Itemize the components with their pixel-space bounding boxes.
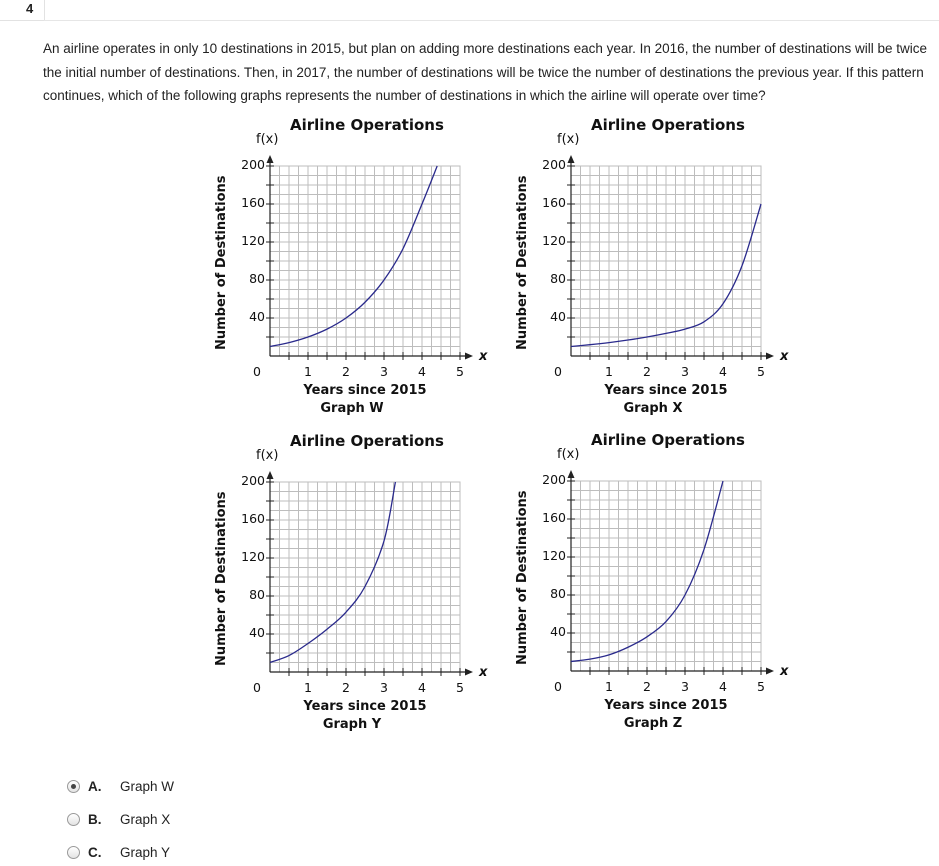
x-axis-variable: x xyxy=(479,349,488,364)
y-tick-label: 200 xyxy=(542,157,566,172)
option-label[interactable]: Graph Y xyxy=(120,845,171,860)
radio-button[interactable] xyxy=(67,846,80,859)
question-number: 4 xyxy=(26,1,34,16)
y-tick-label: 40 xyxy=(249,625,265,640)
option-letter: C. xyxy=(88,845,102,860)
x-tick-label: 3 xyxy=(681,364,689,379)
x-tick-label: 5 xyxy=(456,680,464,695)
y-axis-label: Number of Destinations xyxy=(515,490,530,665)
y-axis-arrow xyxy=(267,155,274,163)
x-axis-variable: x xyxy=(479,665,488,680)
y-tick-label: 200 xyxy=(241,157,265,172)
x-tick-label: 5 xyxy=(456,364,464,379)
y-tick-label: 160 xyxy=(241,511,265,526)
graph-name: Graph Z xyxy=(623,716,683,731)
x-axis-label: Years since 2015 xyxy=(604,698,728,713)
question-text xyxy=(43,37,939,108)
x-tick-label: 5 xyxy=(757,679,765,694)
chart-title: Airline Operations xyxy=(591,116,745,134)
y-tick-label: 160 xyxy=(241,195,265,210)
y-tick-label: 80 xyxy=(550,271,566,286)
y-axis-variable: f(x) xyxy=(256,132,279,147)
radio-button[interactable] xyxy=(67,813,80,826)
y-axis-label: Number of Destinations xyxy=(214,491,229,666)
chart-title: Airline Operations xyxy=(591,431,745,449)
header-divider xyxy=(44,20,939,21)
x-tick-label: 4 xyxy=(418,364,426,379)
y-axis-label: Number of Destinations xyxy=(214,175,229,350)
origin-label: 0 xyxy=(554,364,562,379)
y-tick-label: 160 xyxy=(542,510,566,525)
x-axis-arrow xyxy=(766,668,774,675)
y-tick-label: 200 xyxy=(241,473,265,488)
y-axis-variable: f(x) xyxy=(557,132,580,147)
x-tick-label: 5 xyxy=(757,364,765,379)
y-tick-label: 40 xyxy=(550,309,566,324)
x-axis-variable: x xyxy=(780,664,789,679)
question-line: An airline operates in only 10 destinations in 2015, but plan on adding more destinations each year. In 2016, the number of destinations will be twice xyxy=(43,41,928,56)
radio-button[interactable] xyxy=(67,780,80,793)
y-tick-label: 40 xyxy=(249,309,265,324)
x-tick-label: 2 xyxy=(342,680,350,695)
graph-name: Graph W xyxy=(320,401,384,416)
x-axis-label: Years since 2015 xyxy=(604,383,728,398)
y-axis-variable: f(x) xyxy=(256,448,279,463)
y-tick-label: 160 xyxy=(542,195,566,210)
x-axis-label: Years since 2015 xyxy=(303,699,427,714)
x-tick-label: 3 xyxy=(380,364,388,379)
y-axis-variable: f(x) xyxy=(557,447,580,462)
y-axis-label: Number of Destinations xyxy=(515,175,530,350)
y-tick-label: 40 xyxy=(550,624,566,639)
x-tick-label: 4 xyxy=(719,679,727,694)
y-tick-label: 120 xyxy=(241,549,265,564)
origin-label: 0 xyxy=(253,364,261,379)
x-tick-label: 2 xyxy=(342,364,350,379)
question-number-box xyxy=(0,0,45,21)
y-tick-label: 120 xyxy=(542,548,566,563)
x-tick-label: 3 xyxy=(380,680,388,695)
question-line: the initial number of destinations. Then, in 2017, the number of destinations will be twice the number of destinations the previous year. If this pattern xyxy=(43,64,924,80)
x-axis-arrow xyxy=(465,669,473,676)
x-tick-label: 2 xyxy=(643,364,651,379)
x-axis-arrow xyxy=(766,353,774,360)
x-tick-label: 1 xyxy=(304,680,312,695)
x-axis-variable: x xyxy=(780,349,789,364)
y-tick-label: 80 xyxy=(550,586,566,601)
plot-area xyxy=(250,466,490,686)
origin-label: 0 xyxy=(253,680,261,695)
question-line: continues, which of the following graphs represents the number of destinations in which the airline will operate over time? xyxy=(43,88,766,104)
y-tick-label: 200 xyxy=(542,472,566,487)
y-tick-label: 120 xyxy=(241,233,265,248)
graph-name: Graph Y xyxy=(322,717,382,732)
x-tick-label: 4 xyxy=(418,680,426,695)
x-tick-label: 1 xyxy=(605,679,613,694)
x-axis-arrow xyxy=(465,353,473,360)
chart-title: Airline Operations xyxy=(290,116,444,134)
y-tick-label: 80 xyxy=(249,271,265,286)
y-tick-label: 120 xyxy=(542,233,566,248)
x-tick-label: 1 xyxy=(304,364,312,379)
x-tick-label: 2 xyxy=(643,679,651,694)
x-tick-label: 1 xyxy=(605,364,613,379)
y-axis-arrow xyxy=(568,470,575,478)
option-label[interactable]: Graph X xyxy=(120,812,171,827)
x-axis-label: Years since 2015 xyxy=(303,383,427,398)
graph-name: Graph X xyxy=(623,401,683,416)
chart-title: Airline Operations xyxy=(290,432,444,450)
plot-area xyxy=(551,465,791,685)
y-axis-arrow xyxy=(267,471,274,479)
plot-area xyxy=(551,150,791,370)
x-tick-label: 4 xyxy=(719,364,727,379)
y-tick-label: 80 xyxy=(249,587,265,602)
option-letter: A. xyxy=(88,779,102,794)
origin-label: 0 xyxy=(554,679,562,694)
option-label[interactable]: Graph W xyxy=(120,779,175,794)
plot-area xyxy=(250,150,490,370)
y-axis-arrow xyxy=(568,155,575,163)
x-tick-label: 3 xyxy=(681,679,689,694)
option-letter: B. xyxy=(88,812,102,827)
